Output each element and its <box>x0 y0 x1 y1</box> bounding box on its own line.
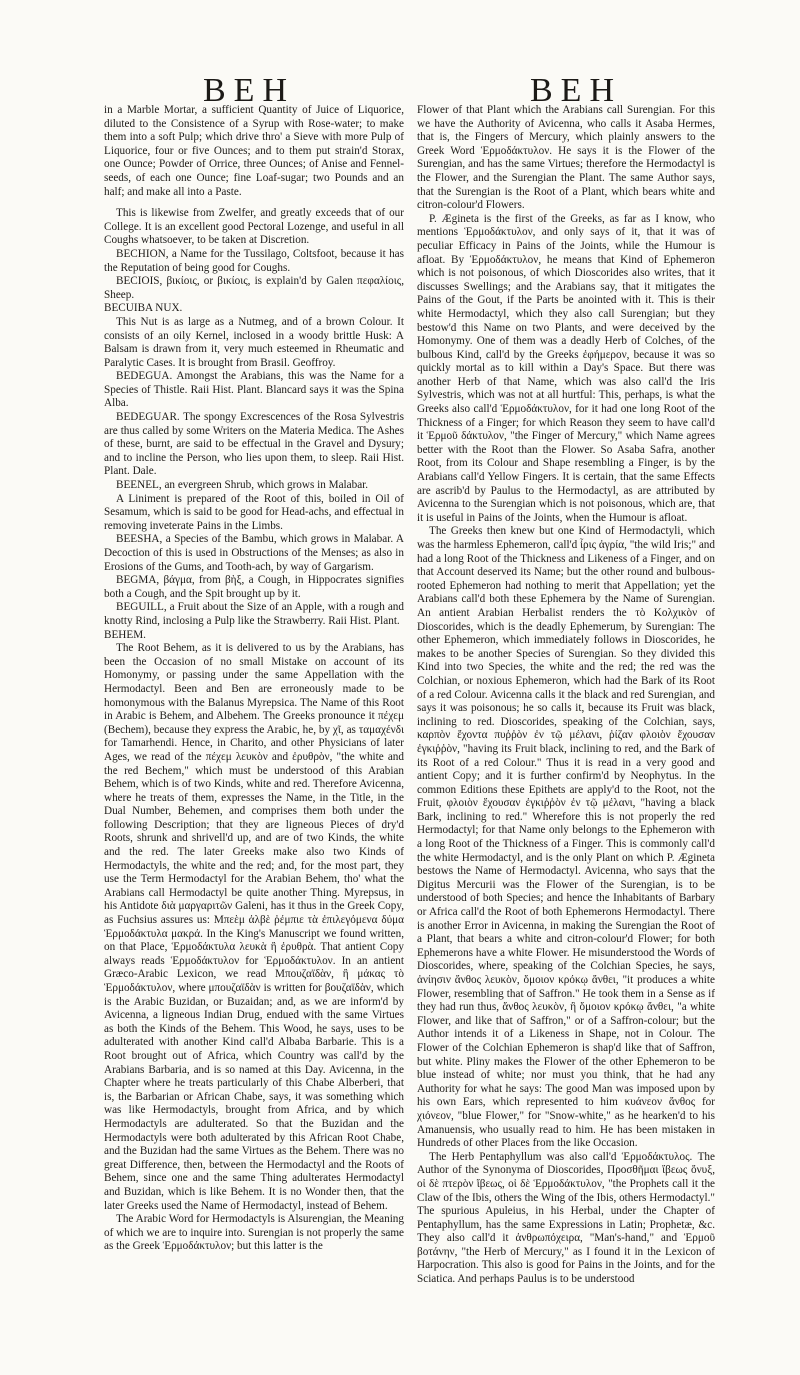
paragraph: in a Marble Mortar, a sufficient Quantity of Juice of Liquorice, diluted to the Consistence of a Syrup with Rose-water; to make them into a soft Pulp; which drive thro' a Sieve with more Pulp of Liquorice, four or five Ounces; and to them put strain'd Storax, one Ounce; Powder of Orrice, three Ounces; of Anise and Fennel-seeds, of each one Ounce; fine Loaf-sugar; two Pounds and an half; and make all into a Paste. <box>104 104 404 198</box>
running-head-right: BEH <box>530 72 622 109</box>
entry-heading: BEHEM. <box>104 628 146 641</box>
paragraph: This is likewise from Zwelfer, and greatly exceeds that of our College. It is an excellent good Pectoral Lozenge, and useful in all Coughs whatsoever, to be taken at Discretion. <box>104 207 404 247</box>
entry: BEGMA, βάγμα, from βὴξ, a Cough, in Hippocrates signifies both a Cough, and the Spit brought up by it. <box>104 574 404 600</box>
left-column <box>104 104 404 1364</box>
entry: BEENEL, an evergreen Shrub, which grows in Malabar. <box>116 479 369 492</box>
right-column <box>417 104 715 1364</box>
paragraph: This Nut is as large as a Nutmeg, and of a brown Colour. It consists of an oily Kernel, inclosed in a woody brittle Husk: A Balsam is drawn from it, very much esteemed in Rheumatic and Paralytic Cases. It is brought from Brasil. Geoffroy. <box>104 315 404 369</box>
entry-heading: BECUIBA NUX. <box>104 302 183 315</box>
entry: BEESHA, a Species of the Bambu, which grows in Malabar. A Decoction of this is used in Obstructions of the Menses; as also in Erosions of the Gums, and Tooth-ach, by way of Gargarism. <box>104 533 404 573</box>
entry: BEDEGUA. Amongst the Arabians, this was the Name for a Species of Thistle. Raii Hist. Plant. Blancard says it was the Spina Alba. <box>104 370 404 410</box>
running-head-left: BEH <box>203 72 295 109</box>
paragraph: P. Ægineta is the first of the Greeks, as far as I know, who mentions Ἑρμοδάκτυλον, and only says of it, that it was of peculiar Efficacy in Pains of the Joints, while the Humour is afloat. By Ἑρμοδάκτυλον, he means that Kind of Ephemeron which is not poisonous, of which Dioscorides also writes, that it discusses Swellings; and the Arabians say, that it mitigates the Pains of the Gout, if the Parts be anointed with it. This is their white Hermodactyl, which they also call Surengian; but they bestow'd this Name on two Plants, and were deceived by the Homonymy. One of them was a deadly Herb of Colches, of the bulbous Kind, call'd by the Greeks ἐφήμερον, because it was so quickly mortal as to kill within a Day's Space. But there was another Herb of that Name, which was also call'd the Iris Sylvestris, which was not at all hurtful: This, perhaps, is what the Greeks also call'd Ἑρμοδάκτυλον, for it had one long Root of the Thickness of a Finger; for which Reason they seem to have call'd it Ἑρμοῦ δάκτυλον, "the Finger of Mercury," which Name agrees better with the Root than the Flower. So Asaba Safra, another Root, from its Colour and Shape resembling a Finger, is by the Arabians call'd Yellow Fingers. It is certain, that the same Effects are ascrib'd by Paulus to the Hermodactyl, as are attributed by Avicenna to the Surengian which is not poisonous, which are, that it is useful in Pains of the Joints, when the Humour is afloat. <box>417 212 715 524</box>
entry: BEDEGUAR. The spongy Excrescences of the Rosa Sylvestris are thus called by some Writers on the Materia Medica. The Ashes of these, burnt, are said to be effectual in the Gravel and Dysury; and to incline the Person, who lies upon them, to sleep. Raii Hist. Plant. Dale. <box>104 411 404 478</box>
paragraph: A Liniment is prepared of the Root of this, boiled in Oil of Sesamum, which is said to be good for Head-achs, and effectual in removing inveterate Pains in the Limbs. <box>104 492 404 532</box>
entry: BECIOIS, βικίοις, or βικίοις, is explain'd by Galen πεφαλίοις, Sheep. <box>104 275 404 301</box>
paragraph: The Arabic Word for Hermodactyls is Alsurengian, the Meaning of which we are to inquire into. Surengian is not properly the same as the Greek Ἑρμοδάκτυλον; but this latter is the <box>104 1213 404 1253</box>
paragraph: The Root Behem, as it is delivered to us by the Arabians, has been the Occasion of no small Mistake on account of its Homonymy, or passing under the same Appellation with the Hermodactyl. Been and Ben are erroneously made to be homonymous with the Balanus Myrepsica. The Name of this Root in Arabic is Behem, and Albehem. The Greeks pronounce it πέχεμ (Bechem), because they express the Arabic, he, by χῖ, as ταμαχένδι for Tamarhendi. Hence, in Charito, and other Physicians of later Ages, we read of the πέχεμ λευκὸν and ἐρυθρὸν, "the white and the red Bechem," which must be understood of this Arabian Behem, which is of two Kinds, white and red. Therefore Avicenna, where he treats of them, expresses the Name, in the Title, in the Dual Number, Behemen, and comprises them both under the following Description; that they are ligneous Pieces of dry'd Roots, shrunk and shrivell'd up, and are of two Kinds, the white and the red. The later Greeks make also two Kinds of Hermodactyls, the white and the red; and, for the most part, they use the Term Hermodactyl for the Arabian Behem, tho' what the Arabians call Hermodactyl be quite another Thing. Myrepsus, in his Antidote διὰ μαργαριτῶν Galeni, has it thus in the Greek Copy, as Fuchsius assures us: Μπεὲμ ἀλβὲ ῥέμπιε τὰ ἐπιλεγόμενα δύμα Ἑρμοδάκτυλα μακρά. In the King's Manuscript we found written, on that Place, Ἑρμοδάκτυλα λευκὰ ἢ ἐρυθρὰ. That antient Copy always reads Ἑρμοδάκτυλον for Ἑρμοδάκτυλον. In an antient Græco-Arabic Lexicon, we read Μπουζαϊδὰν, ἢ μάκας τὸ Ἑρμοδάκτυλον, where μπουζαϊδὰν is written for βουζαϊδὰν, which is the Arabic Buzidan, or Buzaidan; and, as we are inform'd by Avicenna, a ligneous Indian Drug, endued with the same Virtues as both the Kinds of the Behem. This Wood, he says, uses to be adulterated with another Kind call'd Albaba Barbarie. This is a Root brought out of Africa, which Country was call'd by the Arabians Barbaria, and is so named at this Day. Avicenna, in the Chapter where he treats particularly of this Chabe Alberberi, that is, the Barbarian or African Chabe, says, it was something which was like Hermodactyls, brought from Africa, and by which Hermodactyls are adulterated. So that the Buzidan and the Hermodactyls were both adulterated by this African Root Chabe, and the Buzidan had the same Virtues as the Behem. There was no great Difference, then, between the Hermodactyl and the Roots of Behem, since one and the same Thing adulterates Hermodactyl and Buzidan, which is like Behem. It is no Wonder then, that the later Greeks used the Name of Hermodactyl, instead of Behem. <box>104 642 404 1212</box>
paragraph: Flower of that Plant which the Arabians call Surengian. For this we have the Authority of Avicenna, who calls it Asaba Hermes, that is, the Fingers of Mercury, which plainly answers to the Greek Word Ἑρμοδάκτυλον. He says it is the Flower of the Surengian, and has the same Virtues; therefore the Hermodactyl is the Flower, and the Surengian the Plant. The same Author says, that the Surengian is the Root of a Plant, which bears white and citron-colour'd Flowers. <box>417 104 715 212</box>
paragraph: The Greeks then knew but one Kind of Hermodactyli, which was the harmless Ephemeron, call'd ἶρις ἀγρία, "the wild Iris;" and had a long Root of the Thickness and Likeness of a Finger, and on that Account deserved its Name; but the other round and bulbous-rooted Ephemeron had nothing to merit that Appellation; yet the Arabians call'd both these Ephemera by the Name of Surengian. An antient Arabian Herbalist renders the τὸ Κολχικὸν of Dioscorides, which is the deadly Ephemerum, by Surengian: The other Ephemeron, which immediately follows in Dioscorides, he makes to be another Species of Surengian. So they divided this Kind into two Species, the white and the red; the red was the Colchian, or noxious Ephemeron, which had the Bark of its Root of a red Colour. Avicenna calls it the black and red Surengian, and says it was poisonous; he so calls it, because its Fruit was black, inclining to red. Dioscorides, speaking of the Colchian, says, καρπὸν ἔχοντα πυῤῥὸν ἐν τῷ μέλανι, ῥίζαν φλοιὸν ἔχουσαν ἐγκιῤῥὸν, "having its Fruit black, inclining to red, and the Bark of its Root of a red Colour." Thus it is read in a very good and antient Copy; and it is further confirm'd by Neophytus. In the common Editions these Epithets are apply'd to the Root, not the Fruit, φλοιὸν ἔχουσαν ἐγκιῤῥὸν ἐν τῷ μέλανι, "having a black Bark, inclining to red." Wherefore this is not properly the red Hermodactyl; for that Name only belongs to the Ephemeron with a long Root of the Thickness of a Finger. This is commonly call'd the white Hermodactyl, and is the only Plant on which P. Ægineta bestows the Name of Hermodactyl. Avicenna, who says that the Digitus Mercurii was the Flower of the Surengian, is to be understood of both Species; and hence the Inhabitants of Barbary or Africa call'd the Root of both Ephemerons Hermodactyl. There is another Error in Avicenna, in making the Surengian the Root of a Plant, that bears a white and citron-colour'd Flower; for both Ephemerons have a white Flower. He misunderstood the Words of Dioscorides, where, speaking of the Colchian Species, he says, ἀνίησιν ἄνθος λευκὸν, ὅμοιον κρόκῳ ἄνθει, "it produces a white Flower, resembling that of Saffron." He took them in a Sense as if they had run thus, ἄνθος λευκὸν, ἢ ὅμοιον κρόκῳ ἄνθει, "a white Flower, and like that of Saffron," or of a Saffron-colour; but the Author intends it of a Likeness in Shape, not in Colour. The Flower of the Colchian Ephemeron is shap'd like that of Saffron, but white. Pliny makes the Flower of the other Ephemeron to be blue instead of white; nor must you think, that he had any Authority for what he says: The good Man was imposed upon by his own Ears, which represented to him κυάνεον ἄνθος for χιόνεον, "blue Flower," for "Snow-white," as he hearken'd to his Amanuensis, who usually read to him. He has been mistaken in Hundreds of other Places from the like Occasion. <box>417 525 715 1150</box>
entry: BEGUILL, a Fruit about the Size of an Apple, with a rough and knotty Rind, inclosing a Pulp like the Strawberry. Raii Hist. Plant. <box>104 601 404 627</box>
paragraph: The Herb Pentaphyllum was also call'd Ἑρμοδάκτυλος. The Author of the Synonyma of Dioscorides, Προσθῆμαι ἴβεως ὄνυξ, οἱ δὲ πτερὸν ἴβεως, οἱ δὲ Ἑρμοδάκτυλον, "the Prophets call it the Claw of the Ibis, others the Wing of the Ibis, others Hermodactyl." The spurious Apuleius, in his Herbal, under the Chapter of Pentaphyllum, has the same Expressions in Latin; Prophetæ, &c. They also call'd it ἀνθρωπόχειρα, "Man's-hand," and Ἑρμοῦ βοτάνην, "the Herb of Mercury," as I found it in the Lexicon of Harpocration. This also is good for Pains in the Joints, and for the Sciatica. And perhaps Paulus is to be understood <box>417 1150 715 1286</box>
entry: BECHION, a Name for the Tussilago, Coltsfoot, because it has the Reputation of being good for Coughs. <box>104 247 404 274</box>
